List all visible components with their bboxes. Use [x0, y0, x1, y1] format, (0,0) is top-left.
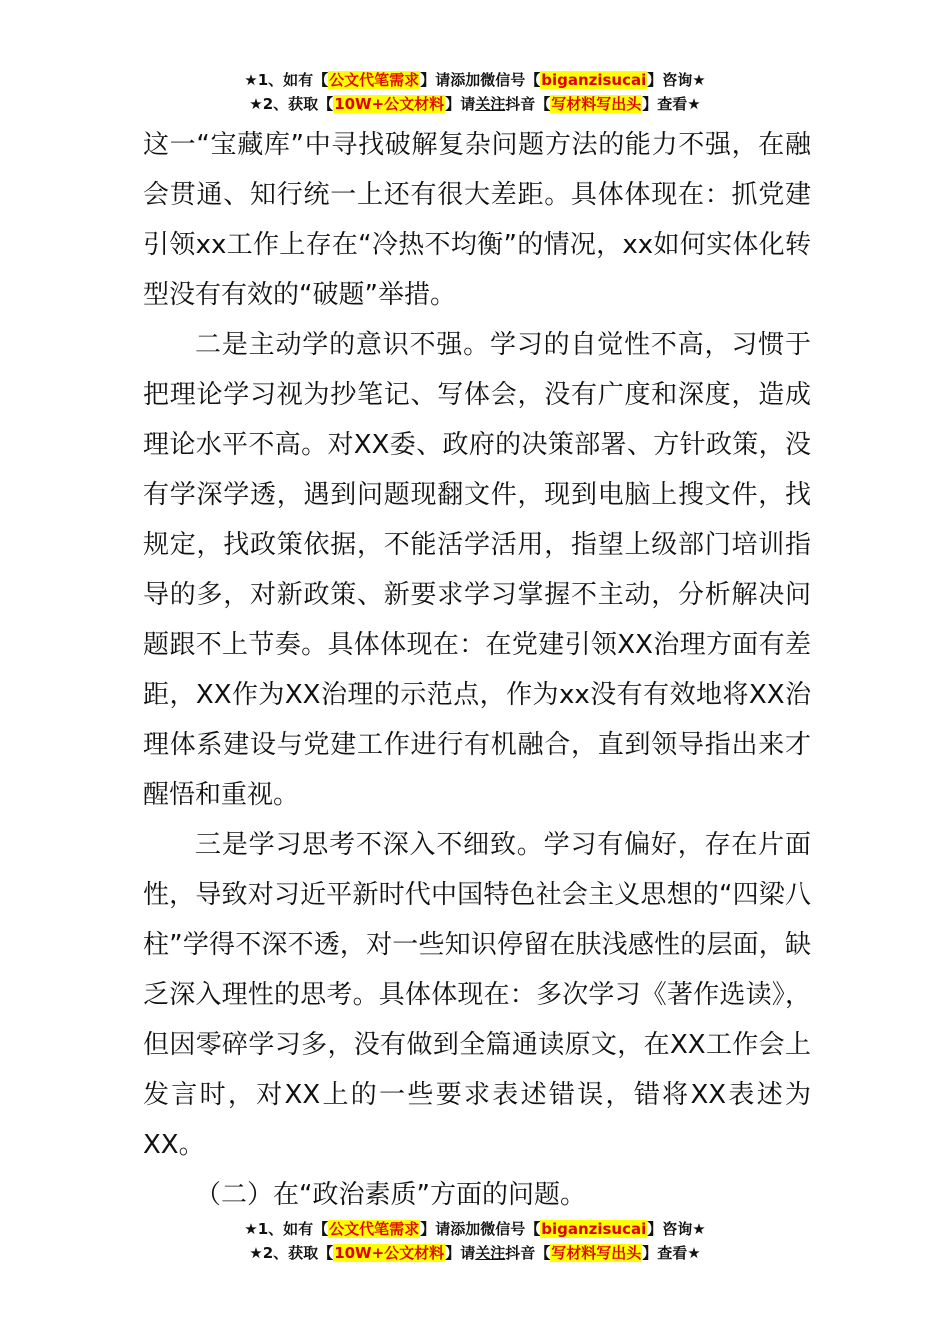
banner-highlight-douyin: 写材料写出头 — [551, 95, 642, 113]
banner-line-1 — [0, 68, 950, 92]
banner-text: 抖音【 — [505, 1244, 551, 1262]
banner-text: 】咨询★ — [647, 1220, 706, 1238]
banner-line-2 — [0, 1241, 950, 1265]
banner-text: 】查看★ — [642, 1244, 701, 1262]
document-body — [143, 120, 811, 1220]
banner-text: ★1、如有【 — [244, 1220, 329, 1238]
paragraph-point-two: 二是主动学的意识不强。学习的自觉性不高，习惯于把理论学习视为抄笔记、写体会，没有广度和深度，造成理论水平不高。对XX委、政府的决策部署、方针政策，没有学深学透，遇到问题现翻文件，现到电脑上搜文件，找规定，找政策依据，不能活学活用，指望上级部门培训指导的多，对新政策、新要求学习掌握不主动，分析解决问题跟不上节奏。具体体现在：在党建引领XX治理方面有差距，XX作为XX治理的示范点，作为xx没有有效地将XX治理体系建设与党建工作进行有机融合，直到领导指出来才醒悟和重视。 — [143, 330, 811, 810]
banner-line-1 — [0, 1217, 950, 1241]
banner-underlined-text: 关注 — [475, 1244, 506, 1262]
banner-text: ★2、获取【 — [249, 95, 334, 113]
banner-text: 】请添加微信号【 — [420, 1220, 541, 1238]
banner-text: 】请添加微信号【 — [420, 71, 541, 89]
banner-line-2 — [0, 92, 950, 116]
banner-highlight: 公文代笔需求 — [329, 71, 420, 89]
section-heading: （二）在“政治素质”方面的问题。 — [195, 1180, 586, 1210]
banner-highlight: 公文代笔需求 — [329, 1220, 420, 1238]
paragraph-continued: 这一“宝藏库”中寻找破解复杂问题方法的能力不强，在融会贯通、知行统一上还有很大差距。具体体现在：抓党建引领xx工作上存在“冷热不均衡”的情况，xx如何实体化转型没有有效的“破题”举措。 — [143, 130, 811, 310]
banner-highlight: 10W+公文材料 — [334, 95, 445, 113]
banner-underlined-text: 关注 — [475, 95, 506, 113]
banner-highlight-wechat: biganzisucai — [541, 1220, 647, 1238]
banner-highlight-wechat: biganzisucai — [541, 71, 647, 89]
banner-text: 】请 — [445, 95, 476, 113]
top-banner — [0, 68, 950, 116]
banner-highlight-douyin: 写材料写出头 — [551, 1244, 642, 1262]
banner-text: 】请 — [445, 1244, 476, 1262]
banner-highlight: 10W+公文材料 — [334, 1244, 445, 1262]
banner-text: ★2、获取【 — [249, 1244, 334, 1262]
banner-text: ★1、如有【 — [244, 71, 329, 89]
banner-text: 抖音【 — [505, 95, 551, 113]
banner-text: 】咨询★ — [647, 71, 706, 89]
bottom-banner — [0, 1217, 950, 1265]
banner-text: 】查看★ — [642, 95, 701, 113]
paragraph-point-three: 三是学习思考不深入不细致。学习有偏好，存在片面性，导致对习近平新时代中国特色社会主义思想的“四梁八柱”学得不深不透，对一些知识停留在肤浅感性的层面，缺乏深入理性的思考。具体体现在：多次学习《著作选读》，但因零碎学习多，没有做到全篇通读原文，在XX工作会上发言时，对XX上的一些要求表述错误，错将XX表述为XX。 — [143, 830, 811, 1160]
